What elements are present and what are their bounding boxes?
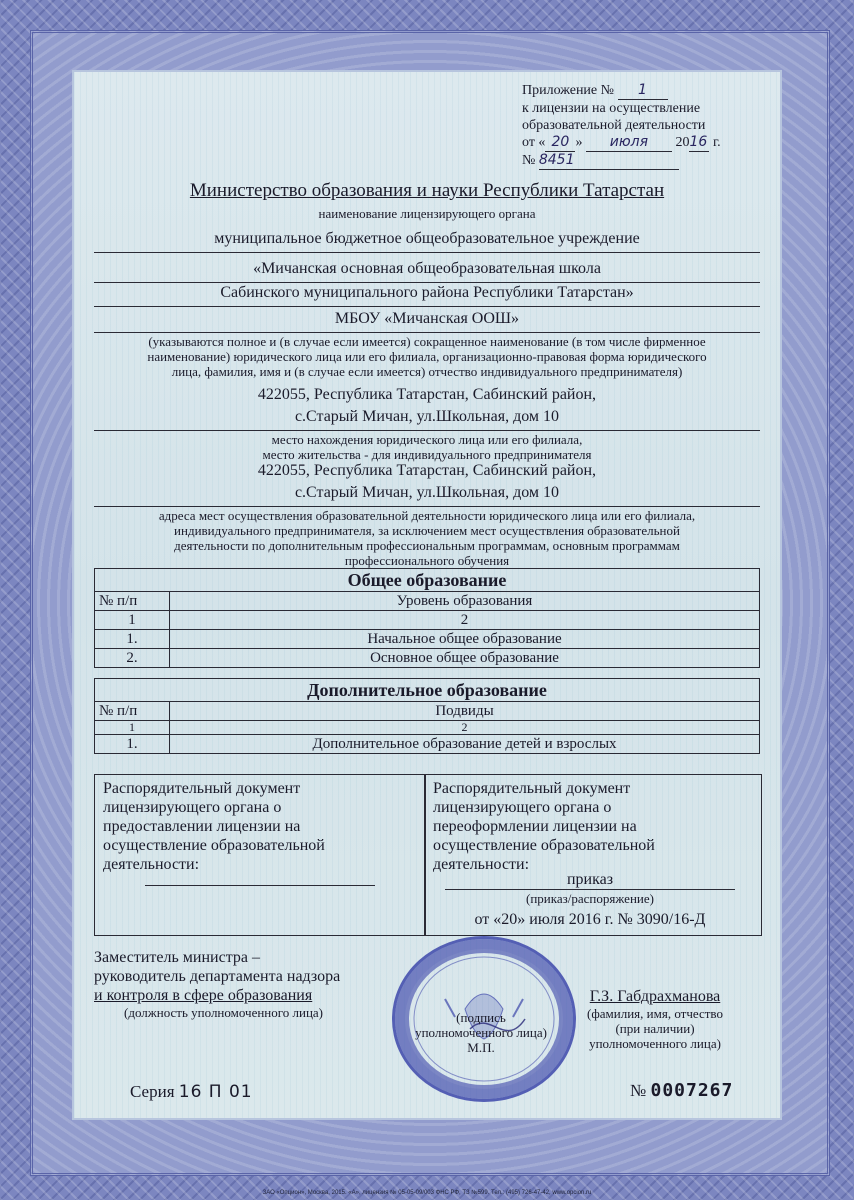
appendix-month: июля xyxy=(586,134,672,152)
appendix-line3: образовательной деятельности xyxy=(522,118,706,133)
location-caption xyxy=(94,432,760,462)
doc-type: приказ xyxy=(445,871,735,890)
official-name: Г.З. Габдрахманова xyxy=(589,988,721,1005)
org-short-name: МБОУ «Мичанская ООШ» xyxy=(94,310,760,333)
reissue-line4: осуществление образовательной xyxy=(433,837,655,854)
table-row xyxy=(95,649,760,668)
additional-education-table xyxy=(94,678,760,754)
grant-blank-line xyxy=(145,885,375,886)
year-suffix: г. xyxy=(712,135,721,150)
grant-line1: Распорядительный документ xyxy=(103,780,301,797)
general-education-table xyxy=(94,568,760,668)
org-caption-line2: наименование) юридического лица или его филиала, организационно-правовая форма юридического xyxy=(147,349,707,364)
general-col-num: № п/п xyxy=(95,592,170,611)
table-row xyxy=(95,735,760,754)
date-prefix: от « xyxy=(522,135,546,150)
row-value: Дополнительное образование детей и взрослых xyxy=(170,735,760,754)
location-line1: 422055, Республика Татарстан, Сабинский район, xyxy=(257,386,597,403)
row-num: 1. xyxy=(95,735,170,754)
ministry-caption: наименование лицензирующего органа xyxy=(318,206,536,221)
org-caption-line1: (указываются полное и (в случае если имеется) сокращенное наименование (в том числе фирменное xyxy=(148,334,706,349)
activity-caption-line2: индивидуального предпринимателя, за исключением мест осуществления образовательной xyxy=(174,523,680,538)
doc-type-caption: (приказ/распоряжение) xyxy=(526,891,654,906)
series-label: Серия xyxy=(130,1082,175,1101)
activity-caption-line4: профессионального обучения xyxy=(344,553,510,568)
reissue-line5: деятельности: xyxy=(433,856,530,873)
blank-number: 0007267 xyxy=(650,1080,734,1101)
appendix-prefix: Приложение № xyxy=(522,83,614,98)
row-num: 2. xyxy=(95,649,170,668)
printer-footer: ЗАО «Опцион», Москва, 2015. «А», лицензия № 05-05-09/003 ФНС РФ, ТЗ №599. Тел.: (495) 726-47-42, www.opcion.ru xyxy=(262,1190,592,1196)
grant-line4: осуществление образовательной xyxy=(103,837,325,854)
series-value: 16 П 01 xyxy=(178,1082,253,1102)
number-label: № xyxy=(630,1081,647,1100)
reissue-line3: переоформлении лицензии на xyxy=(433,818,637,835)
reissue-line2: лицензирующего органа о xyxy=(433,799,612,816)
series-block xyxy=(130,1082,253,1102)
row-num: 1 xyxy=(95,721,170,735)
location-caption-line2: место жительства - для индивидуального предпринимателя xyxy=(262,447,592,462)
date-mid: » xyxy=(575,135,583,150)
grant-line5: деятельности: xyxy=(103,856,200,873)
reissue-line1: Распорядительный документ xyxy=(433,780,631,797)
activity-address-line1: 422055, Республика Татарстан, Сабинский район, xyxy=(257,462,597,479)
license-number: 8451 xyxy=(539,152,679,170)
activity-caption-line1: адреса мест осуществления образовательной деятельности юридического лица или его филиала, xyxy=(158,508,696,523)
blank-number-block xyxy=(630,1080,733,1101)
table-row xyxy=(95,721,760,735)
name-caption-line1: (фамилия, имя, отчество xyxy=(587,1006,723,1021)
grant-line3: предоставлении лицензии на xyxy=(103,818,301,835)
org-type: муниципальное бюджетное общеобразовательное учреждение xyxy=(94,230,760,253)
activity-address-line2: с.Старый Мичан, ул.Школьная, дом 10 xyxy=(94,484,760,507)
row-value: Начальное общее образование xyxy=(170,630,760,649)
additional-education-title: Дополнительное образование xyxy=(95,679,760,702)
row-value: Основное общее образование xyxy=(170,649,760,668)
general-education-title: Общее образование xyxy=(95,569,760,592)
grant-document-box xyxy=(94,774,426,936)
year-prefix: 20 xyxy=(675,135,690,150)
appendix-year: 16 xyxy=(689,134,709,152)
name-caption-line3: уполномоченного лица) xyxy=(589,1036,721,1051)
org-name-line2: Сабинского муниципального района Республики Татарстан» xyxy=(94,284,760,307)
additional-col-num: № п/п xyxy=(95,702,170,721)
appendix-line2: к лицензии на осуществление xyxy=(522,101,701,116)
row-value: 2 xyxy=(170,611,760,630)
row-value: 2 xyxy=(170,721,760,735)
position-line2: руководитель департамента надзора xyxy=(94,968,341,985)
row-num: 1. xyxy=(95,630,170,649)
position-caption: (должность уполномоченного лица) xyxy=(124,1005,324,1020)
activity-address-caption xyxy=(84,508,770,568)
activity-caption-line3: деятельности по дополнительным профессиональным программам, основным программам xyxy=(174,538,680,553)
doc-date: от «20» июля 2016 г. № 3090/16-Д xyxy=(474,911,706,928)
appendix-block xyxy=(522,82,772,170)
sign-caption-line1: (подпись xyxy=(456,1010,506,1025)
position-block xyxy=(94,948,394,1020)
appendix-day: 20 xyxy=(545,134,575,152)
reissue-document-box xyxy=(424,774,762,936)
table-row xyxy=(95,611,760,630)
grant-line2: лицензирующего органа о xyxy=(103,799,282,816)
org-name-line1: «Мичанская основная общеобразовательная школа xyxy=(94,260,760,283)
position-line3: и контроля в сфере образования xyxy=(94,987,313,1004)
location-line2: с.Старый Мичан, ул.Школьная, дом 10 xyxy=(94,408,760,431)
appendix-number: 1 xyxy=(618,82,668,100)
position-line1: Заместитель министра – xyxy=(94,949,260,966)
general-col-level: Уровень образования xyxy=(170,592,760,611)
row-num: 1 xyxy=(95,611,170,630)
ministry-name: Министерство образования и науки Республики Татарстан xyxy=(189,180,665,201)
name-caption-line2: (при наличии) xyxy=(615,1021,695,1036)
signature-caption xyxy=(392,1010,570,1055)
org-caption-line3: лица, фамилия, имя и (в случае если имеется) отчество индивидуального предпринимателя) xyxy=(171,364,683,379)
table-row xyxy=(95,630,760,649)
document-sheet xyxy=(74,72,780,1118)
official-name-block xyxy=(570,988,740,1051)
sign-caption-line2: уполномоченного лица) xyxy=(415,1025,547,1040)
org-caption xyxy=(84,334,770,379)
additional-col-subtype: Подвиды xyxy=(170,702,760,721)
seal-caption: М.П. xyxy=(467,1040,495,1055)
license-no-prefix: № xyxy=(522,153,536,168)
location-caption-line1: место нахождения юридического лица или его филиала, xyxy=(271,432,583,447)
